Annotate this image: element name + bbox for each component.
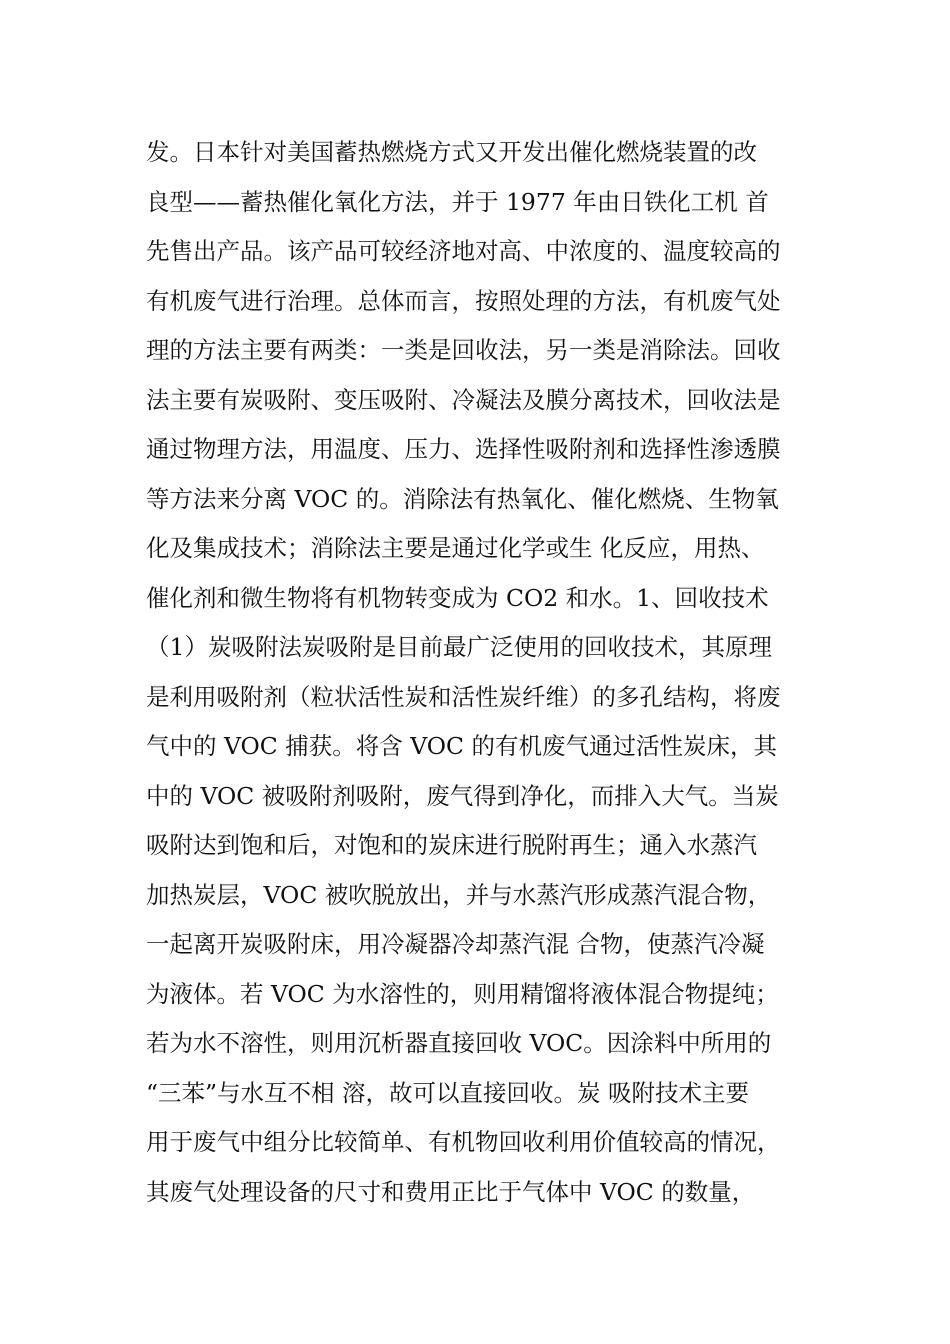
- text-line: 化及集成技术；消除法主要是通过化学或生 化反应，用热、: [146, 534, 765, 562]
- text-line: 理的方法主要有两类：一类是回收法，另一类是消除法。回收: [146, 336, 781, 364]
- text-line: 法主要有炭吸附、变压吸附、冷凝法及膜分离技术，回收法是: [146, 385, 781, 414]
- text-line: 有机废气进行治理。总体而言，按照处理的方法，有机废气处: [146, 286, 781, 315]
- text-line: 加热炭层，VOC 被吹脱放出，并与水蒸汽形成蒸汽混合物，: [146, 880, 772, 909]
- text-line: 吸附达到饱和后，对饱和的炭床进行脱附再生；通入水蒸汽: [146, 831, 757, 859]
- text-line: 气中的 VOC 捕获。将含 VOC 的有机废气通过活性炭床，其: [146, 732, 777, 760]
- text-line: 通过物理方法，用温度、压力、选择性吸附剂和选择性渗透膜: [146, 435, 781, 463]
- text-line: 若为水不溶性，则用沉析器直接回收 VOC。因涂料中所用的: [146, 1029, 772, 1057]
- text-line: （1）炭吸附法炭吸附是目前最广泛使用的回收技术，其原理: [146, 633, 772, 661]
- text-line: “三苯”与水互不相 溶，故可以直接回收。炭 吸附技术主要: [146, 1078, 749, 1107]
- body-paragraph: [146, 128, 846, 1217]
- text-line: 先售出产品。该产品可较经济地对高、中浓度的、温度较高的: [146, 237, 781, 265]
- text-line: 等方法来分离 VOC 的。消除法有热氧化、催化燃烧、生物氧: [146, 484, 779, 513]
- text-line: 良型——蓄热催化氧化方法，并于 1977 年由日铁化工机 首: [146, 187, 769, 216]
- text-line: 一起离开炭吸附床，用冷凝器冷却蒸汽混 合物，使蒸汽冷凝: [146, 930, 765, 958]
- text-line: 发。日本针对美国蓄热燃烧方式又开发出催化燃烧装置的改: [146, 138, 757, 166]
- text-line: 为液体。若 VOC 为水溶性的，则用精馏将液体混合物提纯；: [146, 979, 779, 1008]
- text-line: 催化剂和微生物将有机物转变成为 CO2 和水。1、回收技术: [146, 583, 769, 612]
- text-line: 用于废气中组分比较简单、有机物回收利用价值较高的情况，: [146, 1128, 781, 1156]
- text-line: 其废气处理设备的尺寸和费用正比于气体中 VOC 的数量，: [146, 1177, 756, 1206]
- text-line: 是利用吸附剂（粒状活性炭和活性炭纤维）的多孔结构，将废: [146, 682, 781, 711]
- text-line: 中的 VOC 被吸附剂吸附，废气得到净化，而排入大气。当炭: [146, 781, 779, 810]
